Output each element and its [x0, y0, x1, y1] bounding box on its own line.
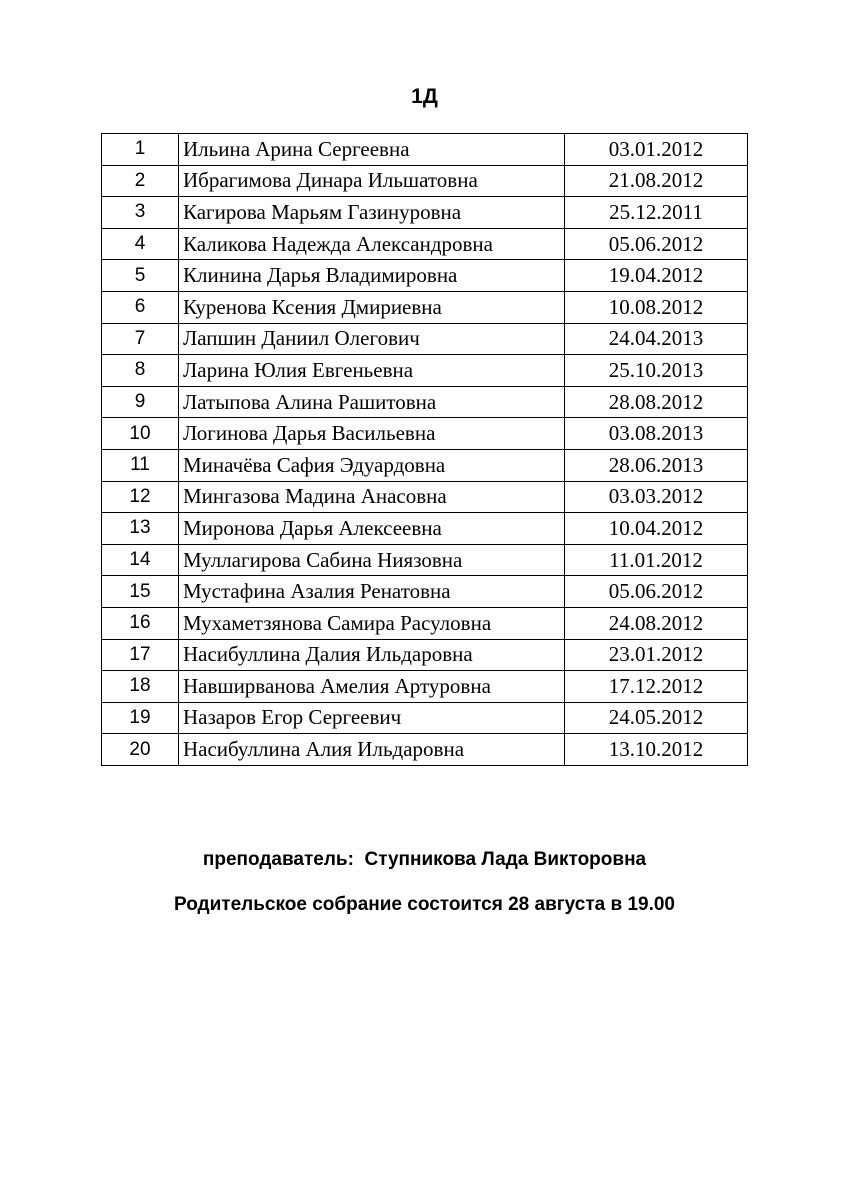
table-row [102, 323, 748, 355]
table-row [102, 576, 748, 608]
birth-date: 24.05.2012 [565, 702, 748, 734]
table-row [102, 418, 748, 450]
table-row [102, 197, 748, 229]
row-number: 14 [102, 544, 179, 576]
student-name: Мингазова Мадина Анасовна [179, 481, 565, 513]
table-row [102, 291, 748, 323]
table-row [102, 671, 748, 703]
birth-date: 23.01.2012 [565, 639, 748, 671]
birth-date: 10.08.2012 [565, 291, 748, 323]
birth-date: 25.12.2011 [565, 197, 748, 229]
row-number: 19 [102, 702, 179, 734]
birth-date: 13.10.2012 [565, 734, 748, 766]
table-row [102, 607, 748, 639]
table-row [102, 355, 748, 387]
row-number: 10 [102, 418, 179, 450]
row-number: 17 [102, 639, 179, 671]
student-name: Навширванова Амелия Артуровна [179, 671, 565, 703]
row-number: 3 [102, 197, 179, 229]
table-row [102, 386, 748, 418]
row-number: 20 [102, 734, 179, 766]
table-row [102, 734, 748, 766]
student-name: Куренова Ксения Дмириевна [179, 291, 565, 323]
birth-date: 25.10.2013 [565, 355, 748, 387]
table-row [102, 165, 748, 197]
birth-date: 21.08.2012 [565, 165, 748, 197]
row-number: 9 [102, 386, 179, 418]
row-number: 12 [102, 481, 179, 513]
table-row [102, 449, 748, 481]
student-name: Клинина Дарья Владимировна [179, 260, 565, 292]
student-name: Каликова Надежда Александровна [179, 228, 565, 260]
meeting-announcement: Родительское собрание состоится 28 августа в 19.00 [174, 894, 675, 915]
student-name: Миронова Дарья Алексеевна [179, 513, 565, 545]
row-number: 7 [102, 323, 179, 355]
birth-date: 03.08.2013 [565, 418, 748, 450]
row-number: 15 [102, 576, 179, 608]
student-name: Латыпова Алина Рашитовна [179, 386, 565, 418]
student-name: Мустафина Азалия Ренатовна [179, 576, 565, 608]
row-number: 8 [102, 355, 179, 387]
student-name: Кагирова Марьям Газинуровна [179, 197, 565, 229]
table-row [102, 513, 748, 545]
student-name: Ибрагимова Динара Ильшатовна [179, 165, 565, 197]
birth-date: 28.08.2012 [565, 386, 748, 418]
birth-date: 17.12.2012 [565, 671, 748, 703]
birth-date: 05.06.2012 [565, 228, 748, 260]
teacher-line: преподаватель: Ступникова Лада Викторовна [202, 849, 647, 870]
student-name: Ларина Юлия Евгеньевна [179, 355, 565, 387]
row-number: 6 [102, 291, 179, 323]
birth-date: 03.03.2012 [565, 481, 748, 513]
student-name: Мухаметзянова Самира Расуловна [179, 607, 565, 639]
birth-date: 28.06.2013 [565, 449, 748, 481]
student-name: Муллагирова Сабина Ниязовна [179, 544, 565, 576]
row-number: 18 [102, 671, 179, 703]
table-row [102, 134, 748, 166]
table-row [102, 260, 748, 292]
row-number: 11 [102, 449, 179, 481]
table-row [102, 639, 748, 671]
birth-date: 10.04.2012 [565, 513, 748, 545]
table-row [102, 702, 748, 734]
row-number: 4 [102, 228, 179, 260]
birth-date: 11.01.2012 [565, 544, 748, 576]
row-number: 16 [102, 607, 179, 639]
student-name: Насибуллина Далия Ильдаровна [179, 639, 565, 671]
row-number: 13 [102, 513, 179, 545]
birth-date: 03.01.2012 [565, 134, 748, 166]
student-name: Назаров Егор Сергеевич [179, 702, 565, 734]
student-table [101, 133, 748, 766]
page-title: 1Д [411, 85, 438, 108]
birth-date: 24.04.2013 [565, 323, 748, 355]
row-number: 1 [102, 134, 179, 166]
student-name: Ильина Арина Сергеевна [179, 134, 565, 166]
birth-date: 24.08.2012 [565, 607, 748, 639]
birth-date: 05.06.2012 [565, 576, 748, 608]
table-row [102, 481, 748, 513]
birth-date: 19.04.2012 [565, 260, 748, 292]
table-row [102, 228, 748, 260]
student-name: Логинова Дарья Васильевна [179, 418, 565, 450]
table-row [102, 544, 748, 576]
student-name: Насибуллина Алия Ильдаровна [179, 734, 565, 766]
row-number: 2 [102, 165, 179, 197]
student-name: Миначёва Сафия Эдуардовна [179, 449, 565, 481]
row-number: 5 [102, 260, 179, 292]
student-name: Лапшин Даниил Олегович [179, 323, 565, 355]
